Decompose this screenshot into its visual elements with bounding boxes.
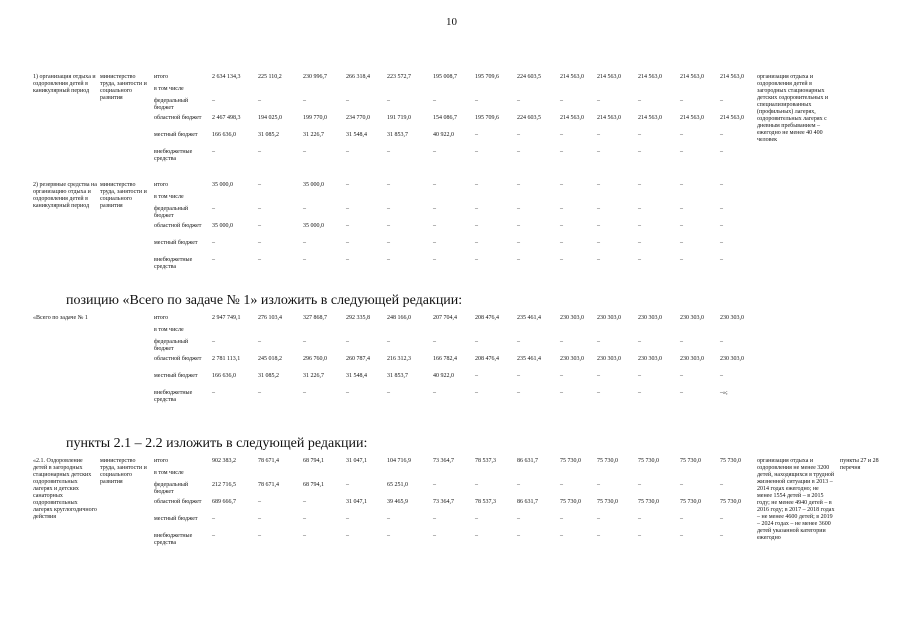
table-cell: – — [720, 373, 723, 379]
table-cell: – — [433, 240, 436, 246]
table-cell: – — [720, 182, 723, 188]
table-cell: – — [560, 533, 563, 539]
block-note: организация отдыха и оздоровления детей в загородных стационарных детских оздоровительных и специализированных (профильных) лагерях, оздоровительных лагерях с дневным пребыванием – ежегодно не менее 40 400 человек — [757, 74, 829, 143]
table-cell: – — [638, 257, 641, 263]
table-cell: – — [720, 339, 723, 345]
table-cell: – — [258, 149, 261, 155]
table-cell: 266 318,4 — [346, 74, 370, 80]
table-cell: 35 000,0 — [303, 223, 324, 229]
table-cell: – — [303, 499, 306, 505]
table-cell: – — [433, 98, 436, 104]
table-cell: – — [212, 206, 215, 212]
table-cell: 35 000,0 — [303, 182, 324, 188]
table-cell: – — [303, 339, 306, 345]
table-cell: 75 730,0 — [597, 499, 618, 505]
row-type-label: местный бюджет — [154, 132, 198, 138]
row-type-label: в том числе — [154, 327, 184, 333]
table-cell: 2 634 134,3 — [212, 74, 241, 80]
table-cell: – — [638, 182, 641, 188]
table-cell: – — [433, 533, 436, 539]
table-cell: – — [597, 132, 600, 138]
table-cell: – — [303, 390, 306, 396]
table-cell: – — [638, 206, 641, 212]
table-cell: – — [433, 149, 436, 155]
table-cell: 75 730,0 — [597, 458, 618, 464]
table-cell: 31 047,1 — [346, 499, 367, 505]
table-cell: – — [680, 390, 683, 396]
block-name: «2.1. Оздоровление детей в загородных стационарных детских оздоровительных лагерях и детских санаторных оздоровительных лагерях круглогодичного действия — [33, 458, 97, 520]
table-cell: – — [680, 240, 683, 246]
table-cell: 39 465,9 — [387, 499, 408, 505]
row-type-label: в том числе — [154, 470, 184, 476]
table-cell: 327 868,7 — [303, 315, 327, 321]
table-cell: – — [597, 182, 600, 188]
table-cell: 214 563,0 — [560, 115, 584, 121]
table-cell: – — [346, 98, 349, 104]
table-cell: – — [720, 149, 723, 155]
table-cell: – — [517, 240, 520, 246]
block-executor: министерство труда, занятости и социального развития — [100, 182, 147, 209]
table-cell: – — [680, 516, 683, 522]
table-cell: – — [720, 240, 723, 246]
table-cell: 2 947 749,1 — [212, 315, 241, 321]
row-type-label: местный бюджет — [154, 373, 198, 379]
table-cell: – — [638, 339, 641, 345]
table-cell: – — [475, 390, 478, 396]
table-cell: 40 922,0 — [433, 132, 454, 138]
table-cell: – — [638, 98, 641, 104]
table-cell: 230 303,0 — [597, 356, 621, 362]
table-cell: – — [680, 182, 683, 188]
table-cell: – — [517, 390, 520, 396]
table-cell: – — [720, 132, 723, 138]
table-cell: 73 364,7 — [433, 499, 454, 505]
table-cell: – — [680, 339, 683, 345]
table-cell: – — [560, 240, 563, 246]
table-cell: – — [212, 149, 215, 155]
table-cell: 214 563,0 — [638, 74, 662, 80]
table-cell: – — [303, 98, 306, 104]
table-cell: – — [597, 339, 600, 345]
table-cell: – — [258, 223, 261, 229]
table-cell: – — [517, 257, 520, 263]
table-cell: – — [258, 499, 261, 505]
block-reference: пункты 27 и 28 перечня — [840, 458, 879, 471]
table-cell: 230 303,0 — [597, 315, 621, 321]
table-cell: – — [560, 206, 563, 212]
table-cell: – — [475, 98, 478, 104]
table-cell: – — [303, 206, 306, 212]
table-cell: – — [680, 149, 683, 155]
table-cell: 224 603,5 — [517, 115, 541, 121]
table-cell: 75 730,0 — [720, 458, 741, 464]
table-cell: – — [258, 257, 261, 263]
table-cell: 75 730,0 — [720, 499, 741, 505]
table-cell: – — [433, 257, 436, 263]
table-cell: 208 476,4 — [475, 356, 499, 362]
table-cell: 214 563,0 — [560, 74, 584, 80]
table-cell: – — [475, 516, 478, 522]
row-type-label: федеральный бюджет — [154, 206, 189, 219]
table-cell: – — [517, 339, 520, 345]
table-cell: 68 794,1 — [303, 458, 324, 464]
table-cell: 2 467 498,3 — [212, 115, 241, 121]
table-cell: 86 631,7 — [517, 458, 538, 464]
table-cell: – — [433, 223, 436, 229]
table-cell: 214 563,0 — [720, 115, 744, 121]
table-cell: – — [560, 516, 563, 522]
table-cell: 78 537,3 — [475, 499, 496, 505]
table-cell: 902 383,2 — [212, 458, 236, 464]
table-cell: 73 364,7 — [433, 458, 454, 464]
table-cell: 214 563,0 — [720, 74, 744, 80]
table-cell: – — [258, 390, 261, 396]
table-cell: – — [680, 533, 683, 539]
block-note: организация отдыха и оздоровления не менее 3200 детей, находящихся в трудной жизненной ситуации в 2013 – 2014 годах ежегодно; не менее 1554 детей – в 2015 году; не менее 4940 детей – в 2016 году; в 2017 – 2018 годах – не менее 4600 детей; в 2019 – 2024 годах – не менее 3600 детей указанной категории ежегодно — [757, 458, 835, 541]
table-cell: – — [638, 516, 641, 522]
table-cell: – — [387, 257, 390, 263]
table-cell: 75 730,0 — [680, 499, 701, 505]
block-executor: министерство труда, занятости и социального развития — [100, 74, 147, 101]
table-cell: – — [560, 149, 563, 155]
table-cell: 78 537,3 — [475, 458, 496, 464]
table-cell: 31 548,4 — [346, 132, 367, 138]
table-cell: 230 303,0 — [560, 315, 584, 321]
table-cell: 260 787,4 — [346, 356, 370, 362]
table-cell: – — [433, 390, 436, 396]
table-cell: – — [680, 132, 683, 138]
table-cell: 31 085,2 — [258, 132, 279, 138]
table-cell: – — [720, 223, 723, 229]
table-cell: – — [346, 149, 349, 155]
table-cell: 214 563,0 — [638, 115, 662, 121]
table-cell: 230 303,0 — [680, 315, 704, 321]
table-cell: 104 716,9 — [387, 458, 411, 464]
table-cell: 194 025,0 — [258, 115, 282, 121]
table-cell: – — [346, 240, 349, 246]
table-cell: 195 008,7 — [433, 74, 457, 80]
table-cell: – — [638, 149, 641, 155]
table-cell: 214 563,0 — [597, 115, 621, 121]
table-cell: – — [258, 533, 261, 539]
table-cell: 166 636,0 — [212, 373, 236, 379]
table-cell: – — [517, 149, 520, 155]
row-type-label: итого — [154, 458, 169, 464]
table-cell: 223 572,7 — [387, 74, 411, 80]
table-cell: – — [517, 533, 520, 539]
table-cell: 214 563,0 — [680, 74, 704, 80]
table-cell: – — [475, 257, 478, 263]
table-cell: – — [346, 390, 349, 396]
table-cell: 292 335,8 — [346, 315, 370, 321]
table-cell: – — [212, 339, 215, 345]
table-cell: – — [597, 257, 600, 263]
table-cell: – — [433, 339, 436, 345]
row-type-label: местный бюджет — [154, 516, 198, 522]
row-type-label: федеральный бюджет — [154, 482, 189, 495]
table-cell: 2 781 113,1 — [212, 356, 241, 362]
table-cell: – — [638, 482, 641, 488]
row-type-label: внебюджетные средства — [154, 257, 193, 270]
table-cell: – — [346, 516, 349, 522]
table-cell: – — [597, 482, 600, 488]
table-cell: 276 103,4 — [258, 315, 282, 321]
table-cell: – — [346, 533, 349, 539]
table-cell: 225 110,2 — [258, 74, 282, 80]
table-cell: – — [475, 149, 478, 155]
table-cell: – — [387, 533, 390, 539]
table-cell: – — [475, 182, 478, 188]
table-cell: 245 018,2 — [258, 356, 282, 362]
table-cell: – — [433, 516, 436, 522]
table-cell: – — [475, 223, 478, 229]
row-type-label: областной бюджет — [154, 499, 202, 505]
table-cell: 248 166,0 — [387, 315, 411, 321]
table-cell: – — [680, 482, 683, 488]
table-cell: – — [720, 206, 723, 212]
table-cell: 31 853,7 — [387, 373, 408, 379]
row-type-label: областной бюджет — [154, 356, 202, 362]
table-cell: 195 709,6 — [475, 74, 499, 80]
table-cell: 230 303,0 — [560, 356, 584, 362]
table-cell: – — [346, 223, 349, 229]
table-cell: – — [638, 533, 641, 539]
table-cell: 166 636,0 — [212, 132, 236, 138]
table-cell: 31 226,7 — [303, 132, 324, 138]
table-cell: 230 303,0 — [720, 356, 744, 362]
row-type-label: итого — [154, 315, 169, 321]
table-cell: – — [258, 182, 261, 188]
table-cell: – — [212, 516, 215, 522]
table-cell: 31 226,7 — [303, 373, 324, 379]
table-cell: – — [346, 182, 349, 188]
table-cell: – — [433, 206, 436, 212]
table-cell: 235 461,4 — [517, 356, 541, 362]
table-cell: – — [303, 516, 306, 522]
table-cell: 216 312,3 — [387, 356, 411, 362]
table-cell: – — [387, 339, 390, 345]
row-type-label: внебюджетные средства — [154, 149, 193, 162]
table-cell: 75 730,0 — [638, 499, 659, 505]
table-cell: – — [720, 482, 723, 488]
table-cell: 214 563,0 — [597, 74, 621, 80]
table-cell: – — [680, 257, 683, 263]
table-cell: – — [597, 149, 600, 155]
row-type-label: в том числе — [154, 86, 184, 92]
table-cell: – — [560, 339, 563, 345]
table-cell: – — [387, 390, 390, 396]
table-cell: 75 730,0 — [638, 458, 659, 464]
table-cell: – — [680, 373, 683, 379]
table-cell: – — [560, 257, 563, 263]
table-cell: 35 000,0 — [212, 182, 233, 188]
table-cell: 154 086,7 — [433, 115, 457, 121]
table-cell: 199 770,0 — [303, 115, 327, 121]
table-cell: – — [680, 98, 683, 104]
table-cell: – — [303, 257, 306, 263]
row-type-label: федеральный бюджет — [154, 339, 189, 352]
table-cell: – — [346, 339, 349, 345]
block-executor: министерство труда, занятости и социального развития — [100, 458, 147, 485]
table-cell: – — [258, 206, 261, 212]
table-cell: – — [560, 182, 563, 188]
table-cell: – — [517, 373, 520, 379]
instruction-total-task1: позицию «Всего по задаче № 1» изложить в следующей редакции: — [66, 293, 463, 308]
table-cell: – — [597, 533, 600, 539]
table-cell: – — [433, 182, 436, 188]
table-cell: – — [258, 516, 261, 522]
table-cell: – — [517, 516, 520, 522]
block-name: 1) организация отдыха и оздоровления детей в каникулярный период — [33, 74, 96, 94]
table-cell: – — [212, 257, 215, 263]
table-cell: 195 709,6 — [475, 115, 499, 121]
table-cell: 214 563,0 — [680, 115, 704, 121]
table-cell: – — [597, 223, 600, 229]
table-cell: – — [560, 373, 563, 379]
row-type-label: внебюджетные средства — [154, 390, 193, 403]
table-cell: – — [680, 223, 683, 229]
table-cell: – — [720, 533, 723, 539]
table-cell: 224 603,5 — [517, 74, 541, 80]
table-cell: – — [258, 98, 261, 104]
table-cell: 31 085,2 — [258, 373, 279, 379]
block-name: «Всего по задаче № 1 — [33, 315, 88, 321]
table-cell: 35 000,0 — [212, 223, 233, 229]
table-cell: – — [597, 240, 600, 246]
table-cell: 68 794,1 — [303, 482, 324, 488]
table-cell: 230 303,0 — [638, 315, 662, 321]
table-cell: – — [638, 132, 641, 138]
table-cell: – — [475, 339, 478, 345]
row-type-label: итого — [154, 182, 169, 188]
table-cell: – — [638, 373, 641, 379]
table-cell: – — [303, 149, 306, 155]
table-cell: 78 671,4 — [258, 482, 279, 488]
table-cell: – — [475, 373, 478, 379]
table-cell: 230 303,0 — [680, 356, 704, 362]
table-cell: – — [597, 390, 600, 396]
table-cell: – — [517, 98, 520, 104]
table-cell: 689 666,7 — [212, 499, 236, 505]
row-type-label: внебюджетные средства — [154, 533, 193, 546]
row-type-label: итого — [154, 74, 169, 80]
table-cell: – — [346, 257, 349, 263]
table-cell: – — [597, 98, 600, 104]
table-cell: – — [475, 482, 478, 488]
row-type-label: в том числе — [154, 194, 184, 200]
table-cell: – — [720, 516, 723, 522]
table-cell: – — [387, 98, 390, 104]
table-cell: 212 716,5 — [212, 482, 236, 488]
table-cell: –»; — [720, 390, 728, 396]
table-cell: 78 671,4 — [258, 458, 279, 464]
table-cell: – — [517, 482, 520, 488]
table-cell: 40 922,0 — [433, 373, 454, 379]
table-cell: 296 760,0 — [303, 356, 327, 362]
table-cell: 208 476,4 — [475, 315, 499, 321]
table-cell: 207 704,4 — [433, 315, 457, 321]
table-cell: – — [517, 223, 520, 229]
table-cell: – — [387, 182, 390, 188]
table-cell: – — [346, 206, 349, 212]
table-cell: – — [560, 223, 563, 229]
table-cell: 75 730,0 — [680, 458, 701, 464]
table-cell: 230 303,0 — [720, 315, 744, 321]
table-cell: – — [212, 533, 215, 539]
table-cell: – — [597, 373, 600, 379]
table-cell: 75 730,0 — [560, 499, 581, 505]
table-cell: 31 548,4 — [346, 373, 367, 379]
table-cell: – — [387, 223, 390, 229]
table-cell: 166 782,4 — [433, 356, 457, 362]
table-cell: – — [387, 149, 390, 155]
table-cell: – — [560, 98, 563, 104]
table-cell: – — [638, 240, 641, 246]
table-cell: – — [517, 206, 520, 212]
table-cell: – — [258, 339, 261, 345]
table-cell: 75 730,0 — [560, 458, 581, 464]
table-cell: – — [387, 206, 390, 212]
table-cell: – — [517, 132, 520, 138]
block-name: 2) резервные средства на организацию отдыха и оздоровления детей в каникулярный период — [33, 182, 97, 209]
table-cell: – — [303, 533, 306, 539]
table-cell: – — [638, 223, 641, 229]
table-cell: – — [720, 257, 723, 263]
row-type-label: областной бюджет — [154, 223, 202, 229]
table-cell: – — [212, 240, 215, 246]
row-type-label: местный бюджет — [154, 240, 198, 246]
table-cell: 31 853,7 — [387, 132, 408, 138]
table-cell: – — [212, 390, 215, 396]
table-cell: – — [387, 516, 390, 522]
table-cell: – — [720, 98, 723, 104]
table-cell: 230 303,0 — [638, 356, 662, 362]
table-cell: – — [475, 206, 478, 212]
table-cell: – — [475, 132, 478, 138]
table-cell: – — [638, 390, 641, 396]
table-cell: – — [258, 240, 261, 246]
page-number: 10 — [446, 16, 457, 28]
table-cell: 65 251,0 — [387, 482, 408, 488]
table-cell: 234 770,0 — [346, 115, 370, 121]
table-cell: – — [475, 533, 478, 539]
table-cell: – — [303, 240, 306, 246]
table-cell: – — [212, 98, 215, 104]
table-cell: 235 461,4 — [517, 315, 541, 321]
row-type-label: областной бюджет — [154, 115, 202, 121]
table-cell: 230 996,7 — [303, 74, 327, 80]
row-type-label: федеральный бюджет — [154, 98, 189, 111]
instruction-items-2-1: пункты 2.1 – 2.2 изложить в следующей редакции: — [66, 436, 368, 451]
table-cell: – — [680, 206, 683, 212]
table-cell: – — [346, 482, 349, 488]
table-cell: 191 719,0 — [387, 115, 411, 121]
table-cell: 86 631,7 — [517, 499, 538, 505]
table-cell: – — [597, 516, 600, 522]
table-cell: – — [560, 390, 563, 396]
table-cell: – — [387, 240, 390, 246]
table-cell: – — [597, 206, 600, 212]
table-cell: – — [433, 482, 436, 488]
table-cell: – — [517, 182, 520, 188]
table-cell: 31 047,1 — [346, 458, 367, 464]
table-cell: – — [560, 132, 563, 138]
table-cell: – — [560, 482, 563, 488]
table-cell: – — [475, 240, 478, 246]
